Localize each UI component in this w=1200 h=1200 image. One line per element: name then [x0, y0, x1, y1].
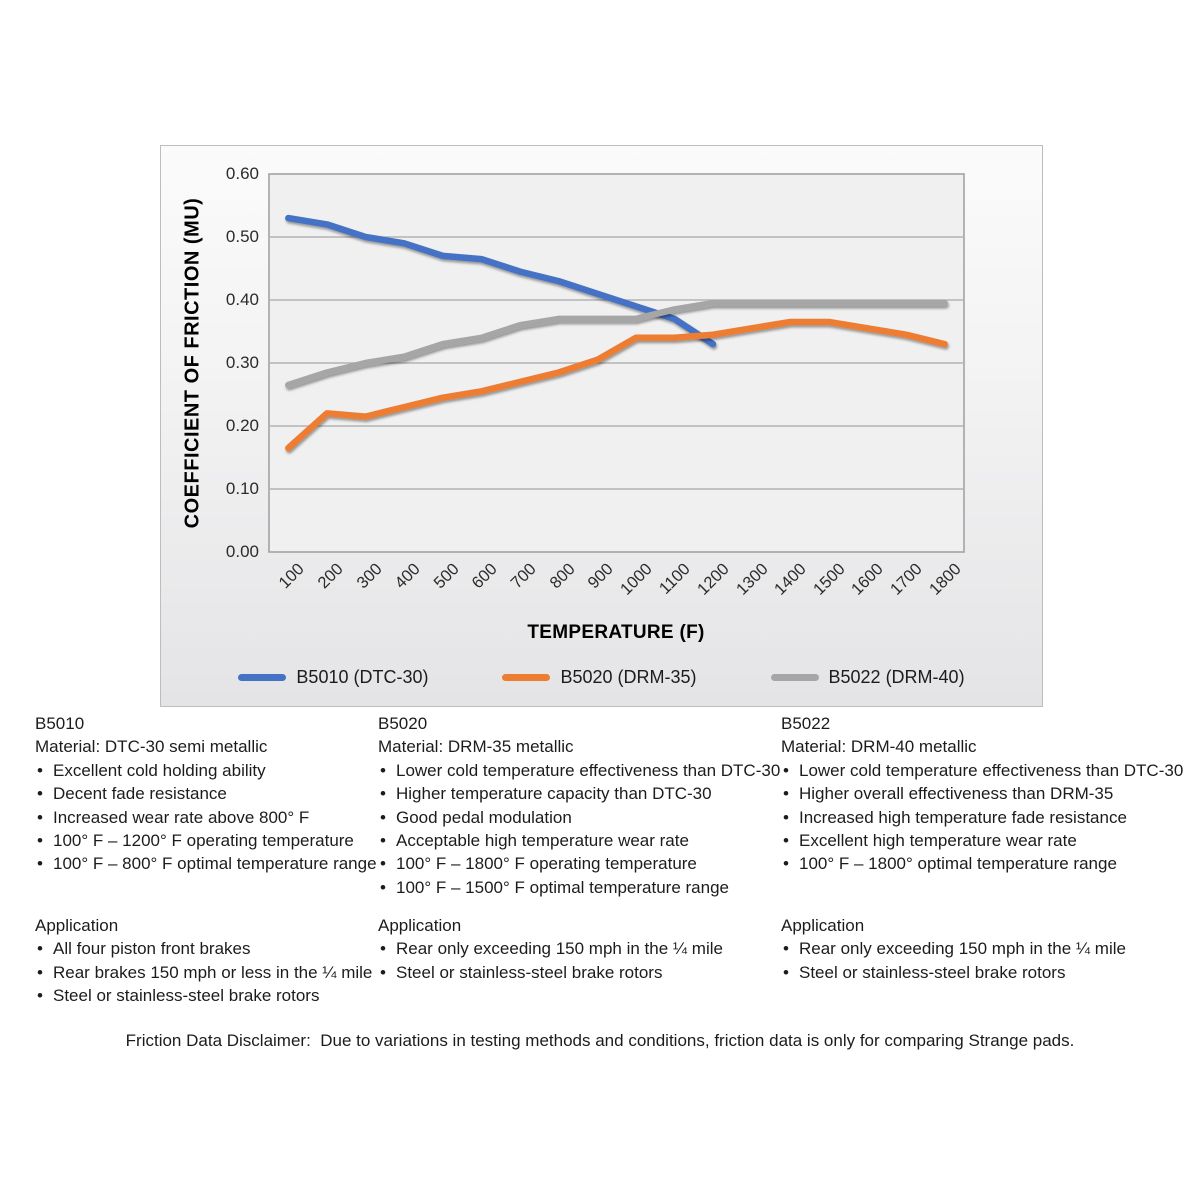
legend-label: B5022 (DRM-40) [828, 667, 965, 687]
x-tick-label: 600 [468, 560, 502, 593]
application-b5020 [378, 914, 723, 984]
x-tick-label: 1700 [887, 560, 926, 599]
y-tick-label: 0.60 [225, 164, 259, 183]
feature-item: • 100° F – 1800° optimal temperature range [781, 852, 1183, 875]
feature-item: • Decent fade resistance [35, 782, 377, 805]
x-tick-label: 100 [275, 560, 309, 593]
y-tick-label: 0.00 [225, 542, 259, 561]
x-tick-label: 1800 [925, 560, 965, 599]
application-item: • Rear brakes 150 mph or less in the ¼ mile [35, 961, 372, 984]
friction-chart [160, 145, 1043, 707]
product-specs-b5010 [35, 712, 377, 876]
application-list [781, 937, 1126, 984]
legend-item-b5022 [771, 667, 965, 688]
y-tick-label: 0.40 [225, 290, 259, 309]
application-item: • Steel or stainless-steel brake rotors [35, 984, 372, 1007]
feature-list [378, 759, 780, 899]
chart-legend [161, 667, 1042, 688]
feature-item: • Excellent cold holding ability [35, 759, 377, 782]
product-specs-b5022 [781, 712, 1183, 876]
disclaimer-text: Friction Data Disclaimer: Due to variations in testing methods and conditions, friction data is only for comparing Strange pads. [125, 1031, 1075, 1050]
legend-label: B5020 (DRM-35) [560, 667, 697, 687]
x-tick-label: 1600 [848, 560, 888, 599]
feature-item: • 100° F – 1500° F optimal temperature range [378, 876, 780, 899]
material-line: Material: DRM-35 metallic [378, 737, 574, 757]
feature-item: • Good pedal modulation [378, 806, 780, 829]
legend-label: B5010 (DTC-30) [296, 667, 429, 687]
legend-item-b5020 [502, 667, 696, 688]
x-tick-label: 900 [584, 560, 617, 593]
application-item: • Rear only exceeding 150 mph in the ¼ mile [378, 937, 723, 960]
legend-swatch-b5022 [771, 674, 819, 681]
x-tick-label: 1000 [616, 560, 656, 599]
application-title: Application [781, 916, 865, 935]
x-tick-label: 400 [391, 560, 424, 593]
x-axis-title: TEMPERATURE (F) [527, 622, 705, 643]
application-b5010 [35, 914, 372, 1008]
feature-item: • 100° F – 1200° F operating temperature [35, 829, 377, 852]
y-axis-title: COEFFICIENT OF FRICTION (MU) [181, 197, 204, 529]
x-tick-label: 200 [314, 560, 347, 593]
y-tick-label: 0.50 [225, 227, 259, 246]
feature-item: • Increased high temperature fade resistance [781, 806, 1183, 829]
y-tick-label: 0.30 [225, 353, 259, 372]
feature-list [35, 759, 377, 876]
feature-item: • Lower cold temperature effectiveness than DTC-30 [378, 759, 780, 782]
material-line: Material: DRM-40 metallic [781, 737, 977, 757]
feature-item: • Increased wear rate above 800° F [35, 806, 377, 829]
x-tick-label: 1100 [656, 560, 695, 598]
x-tick-label: 1300 [732, 560, 772, 599]
legend-item-b5010 [238, 667, 428, 688]
feature-item: • 100° F – 800° F optimal temperature range [35, 852, 377, 875]
application-item: • Steel or stainless-steel brake rotors [378, 961, 723, 984]
application-item: • Rear only exceeding 150 mph in the ¼ mile [781, 937, 1126, 960]
application-b5022 [781, 914, 1126, 984]
x-tick-label: 1200 [694, 560, 733, 599]
feature-item: • Higher temperature capacity than DTC-30 [378, 782, 780, 805]
feature-item: • Higher overall effectiveness than DRM-35 [781, 782, 1183, 805]
product-code: B5022 [781, 714, 831, 733]
application-item: • Steel or stainless-steel brake rotors [781, 961, 1126, 984]
x-tick-label: 1500 [809, 560, 849, 599]
feature-item: • Acceptable high temperature wear rate [378, 829, 780, 852]
x-tick-label: 1400 [771, 560, 810, 599]
feature-item: • Excellent high temperature wear rate [781, 829, 1183, 852]
x-tick-label: 300 [353, 560, 386, 593]
application-item: • All four piston front brakes [35, 937, 372, 960]
application-title: Application [35, 916, 119, 935]
x-tick-label: 800 [546, 560, 579, 593]
feature-item: • 100° F – 1800° F operating temperature [378, 852, 780, 875]
material-line: Material: DTC-30 semi metallic [35, 737, 268, 757]
application-list [35, 937, 372, 1007]
x-tick-label: 500 [430, 560, 463, 593]
legend-swatch-b5010 [238, 674, 286, 681]
x-tick-label: 700 [507, 560, 540, 593]
plot-area [269, 174, 964, 552]
feature-list [781, 759, 1183, 876]
product-code: B5020 [378, 714, 428, 733]
product-specs-b5020 [378, 712, 780, 899]
product-code: B5010 [35, 714, 85, 733]
feature-item: • Lower cold temperature effectiveness than DTC-30 [781, 759, 1183, 782]
application-title: Application [378, 916, 462, 935]
y-tick-label: 0.10 [225, 479, 259, 498]
y-tick-label: 0.20 [225, 416, 259, 435]
legend-swatch-b5020 [502, 674, 550, 681]
application-list [378, 937, 723, 984]
